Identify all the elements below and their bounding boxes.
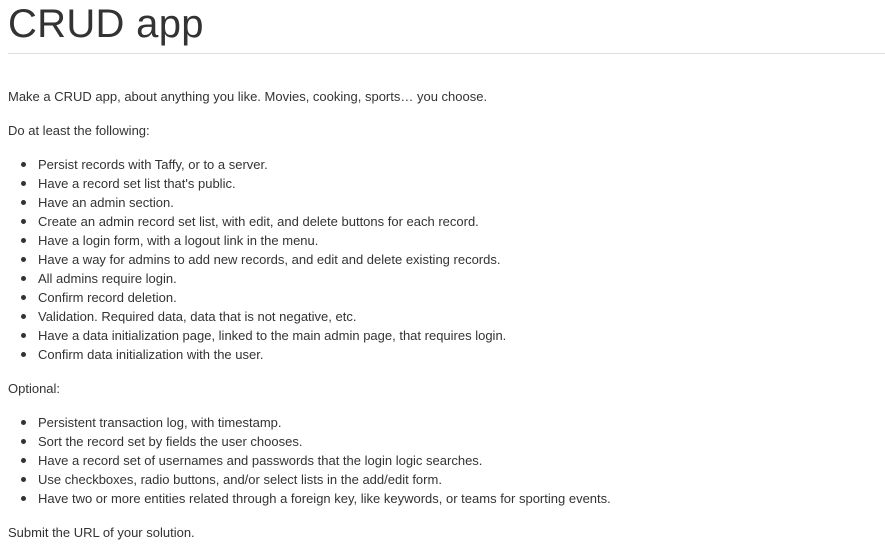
list-item-text: Have an admin section.	[38, 195, 174, 210]
optional-list	[8, 413, 885, 508]
list-item	[8, 212, 885, 231]
list-item-text: Sort the record set by fields the user chooses.	[38, 434, 303, 449]
required-label: Do at least the following:	[8, 123, 150, 138]
bullet-icon	[21, 181, 26, 186]
list-item	[8, 269, 885, 288]
optional-label: Optional:	[8, 381, 61, 396]
list-item-text: Have a way for admins to add new records, and edit and delete existing records.	[38, 252, 501, 267]
list-item	[8, 155, 885, 174]
bullet-icon	[21, 295, 26, 300]
bullet-icon	[21, 352, 26, 357]
list-item-text: Validation. Required data, data that is not negative, etc.	[38, 309, 357, 324]
required-list	[8, 155, 885, 364]
list-item	[8, 193, 885, 212]
list-item	[8, 250, 885, 269]
list-item-text: Have a data initialization page, linked to the main admin page, that requires login.	[38, 328, 507, 343]
list-item-text: Have a record set list that's public.	[38, 176, 236, 191]
bullet-icon	[21, 162, 26, 167]
list-item	[8, 345, 885, 364]
list-item-text: Have two or more entities related through a foreign key, like keywords, or teams for sporting events.	[38, 491, 611, 506]
bullet-icon	[21, 496, 26, 501]
list-item-text: Have a login form, with a logout link in the menu.	[38, 233, 319, 248]
list-item	[8, 470, 885, 489]
list-item	[8, 489, 885, 508]
bullet-icon	[21, 458, 26, 463]
list-item-text: Persist records with Taffy, or to a server.	[38, 157, 268, 172]
submit-instructions: Submit the URL of your solution.	[8, 525, 195, 540]
bullet-icon	[21, 200, 26, 205]
list-item	[8, 413, 885, 432]
list-item-text: Create an admin record set list, with edit, and delete buttons for each record.	[38, 214, 479, 229]
title-divider	[8, 53, 885, 54]
intro-text: Make a CRUD app, about anything you like. Movies, cooking, sports… you choose.	[8, 89, 488, 104]
list-item-text: Use checkboxes, radio buttons, and/or select lists in the add/edit form.	[38, 472, 442, 487]
bullet-icon	[21, 276, 26, 281]
page-title: CRUD app	[8, 2, 204, 46]
bullet-icon	[21, 257, 26, 262]
list-item	[8, 231, 885, 250]
list-item-text: All admins require login.	[38, 271, 177, 286]
bullet-icon	[21, 238, 26, 243]
list-item	[8, 307, 885, 326]
bullet-icon	[21, 219, 26, 224]
list-item-text: Persistent transaction log, with timestamp.	[38, 415, 282, 430]
list-item	[8, 174, 885, 193]
list-item-text: Confirm record deletion.	[38, 290, 177, 305]
list-item	[8, 326, 885, 345]
bullet-icon	[21, 314, 26, 319]
list-item	[8, 288, 885, 307]
bullet-icon	[21, 439, 26, 444]
list-item	[8, 451, 885, 470]
bullet-icon	[21, 420, 26, 425]
list-item	[8, 432, 885, 451]
bullet-icon	[21, 477, 26, 482]
bullet-icon	[21, 333, 26, 338]
list-item-text: Have a record set of usernames and passwords that the login logic searches.	[38, 453, 483, 468]
list-item-text: Confirm data initialization with the user.	[38, 347, 264, 362]
